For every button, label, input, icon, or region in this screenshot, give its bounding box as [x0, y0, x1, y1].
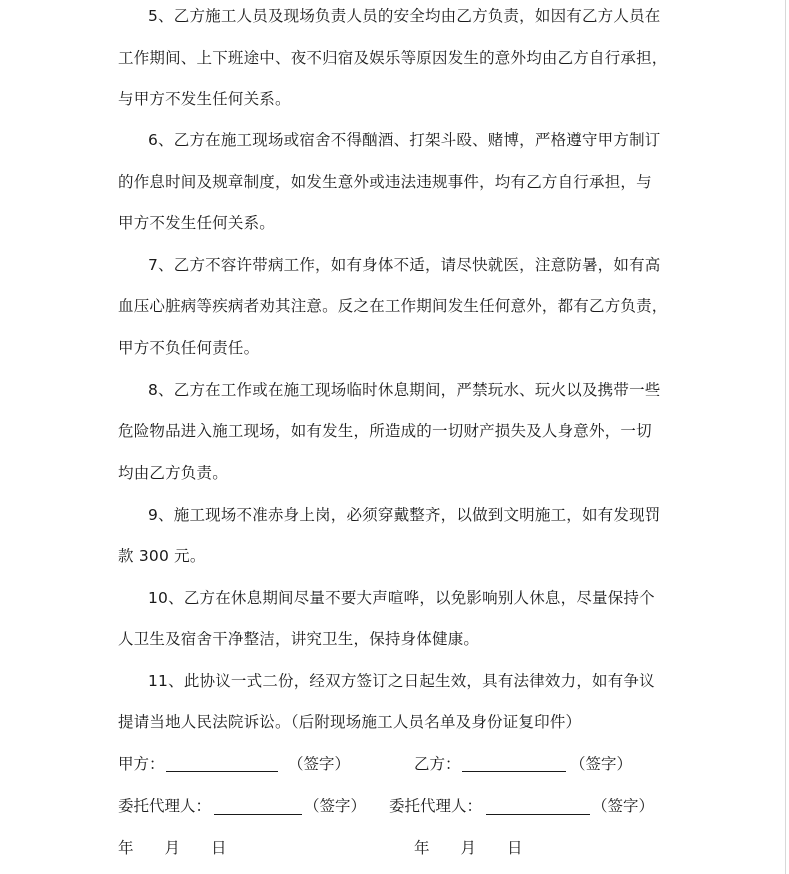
party-a-sign-note: （签字） [288, 755, 351, 773]
clause-5-line-3: 与甲方不发生任何关系。 [118, 90, 291, 108]
clause-7-line-3: 甲方不负任何责任。 [118, 339, 260, 357]
party-a-signature-line [166, 771, 278, 772]
clause-7-line-2: 血压心脏病等疾病者劝其注意。反之在工作期间发生任何意外，都有乙方负责， [118, 297, 668, 315]
clause-6-line-1: 6、乙方在施工现场或宿舍不得酗酒、打架斗殴、赌博，严格遵守甲方制订 [148, 131, 661, 149]
clause-8-line-3: 均由乙方负责。 [118, 464, 228, 482]
clause-11-line-2: 提请当地人民法院诉讼。（后附现场施工人员名单及身份证复印件） [118, 713, 582, 731]
clause-9-line-1: 9、施工现场不准赤身上岗，必须穿戴整齐，以做到文明施工，如有发现罚 [148, 506, 661, 524]
agent-a-sign-note: （签字） [304, 797, 367, 815]
party-b-sign-note: （签字） [570, 755, 633, 773]
clause-11-line-1: 11、此协议一式二份，经双方签订之日起生效，具有法律效力，如有争议 [148, 672, 655, 690]
clause-9-line-2: 款 300 元。 [118, 547, 206, 565]
date-party-b: 年 月 日 [414, 839, 523, 857]
agent-a-signature-line [214, 814, 302, 815]
party-b-label: 乙方： [414, 755, 461, 773]
clause-10-line-1: 10、乙方在休息期间尽量不要大声喧哗，以免影响别人休息，尽量保持个 [148, 589, 655, 607]
clause-8-line-2: 危险物品进入施工现场，如有发生，所造成的一切财产损失及人身意外，一切 [118, 422, 652, 440]
clause-6-line-2: 的作息时间及规章制度，如发生意外或违法违规事件，均有乙方自行承担，与 [118, 173, 652, 191]
agent-b-label: 委托代理人： [389, 797, 483, 815]
agent-a-label: 委托代理人： [118, 797, 212, 815]
party-a-label: 甲方： [118, 755, 165, 773]
clause-8-line-1: 8、乙方在工作或在施工现场临时休息期间，严禁玩水、玩火以及携带一些 [148, 381, 661, 399]
agent-b-signature-line [486, 814, 590, 815]
clause-5-line-1: 5、乙方施工人员及现场负责人员的安全均由乙方负责，如因有乙方人员在 [148, 7, 661, 25]
clause-5-line-2: 工作期间、上下班途中、夜不归宿及娱乐等原因发生的意外均由乙方自行承担， [118, 49, 668, 67]
clause-6-line-3: 甲方不发生任何关系。 [118, 214, 276, 232]
agent-b-sign-note: （签字） [592, 797, 655, 815]
clause-10-line-2: 人卫生及宿舍干净整洁，讲究卫生，保持身体健康。 [118, 630, 480, 648]
date-party-a: 年 月 日 [118, 839, 227, 857]
party-b-signature-line [462, 771, 566, 772]
clause-7-line-1: 7、乙方不容许带病工作，如有身体不适，请尽快就医，注意防暑，如有高 [148, 256, 661, 274]
